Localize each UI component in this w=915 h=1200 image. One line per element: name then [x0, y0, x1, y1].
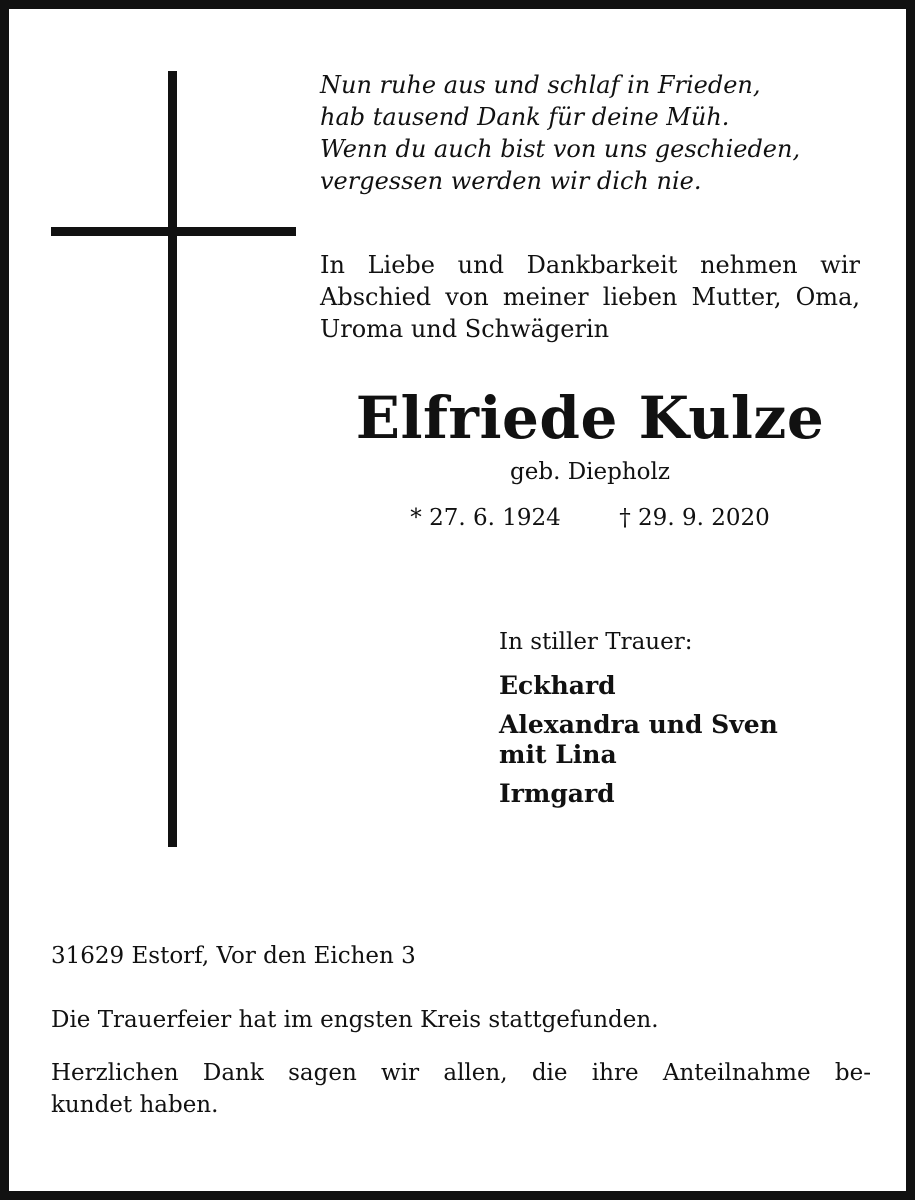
mourner-name: Irmgard	[499, 779, 615, 808]
poem-line: Wenn du auch bist von uns geschieden,	[320, 135, 801, 163]
farewell-text	[320, 249, 860, 345]
thanks-note	[51, 1057, 871, 1121]
memorial-poem	[320, 69, 880, 197]
poem-line: vergessen werden wir dich nie.	[320, 167, 702, 195]
cross-icon-vertical-bar	[168, 71, 177, 847]
life-dates: * 27. 6. 1924 † 29. 9. 2020	[410, 505, 770, 531]
address: 31629 Estorf, Vor den Eichen 3	[51, 943, 416, 969]
poem-line: hab tausend Dank für deine Müh.	[320, 103, 730, 131]
deceased-name: Elfriede Kulze	[355, 384, 825, 452]
ceremony-note: Die Trauerfeier hat im engsten Kreis stattgefunden.	[51, 1007, 659, 1033]
poem-line: Nun ruhe aus und schlaf in Frieden,	[320, 71, 761, 99]
cross-icon-horizontal-bar	[51, 227, 296, 236]
mourning-label: In stiller Trauer:	[499, 629, 693, 655]
mourner-name: mit Lina	[499, 740, 617, 769]
mourner-name: Alexandra und Sven	[499, 710, 778, 739]
thanks-line: kundet haben.	[51, 1092, 219, 1118]
farewell-line: In Liebe und Dankbarkeit nehmen wir	[320, 251, 860, 279]
mourner-name: Eckhard	[499, 671, 616, 700]
maiden-name: geb. Diepholz	[510, 459, 670, 485]
farewell-line: Uroma und Schwägerin	[320, 315, 610, 343]
farewell-line: Abschied von meiner lieben Mutter, Oma,	[320, 283, 860, 311]
mourners-list	[499, 671, 879, 809]
thanks-line: Herzlichen Dank sagen wir allen, die ihre Anteilnahme be-	[51, 1060, 871, 1086]
